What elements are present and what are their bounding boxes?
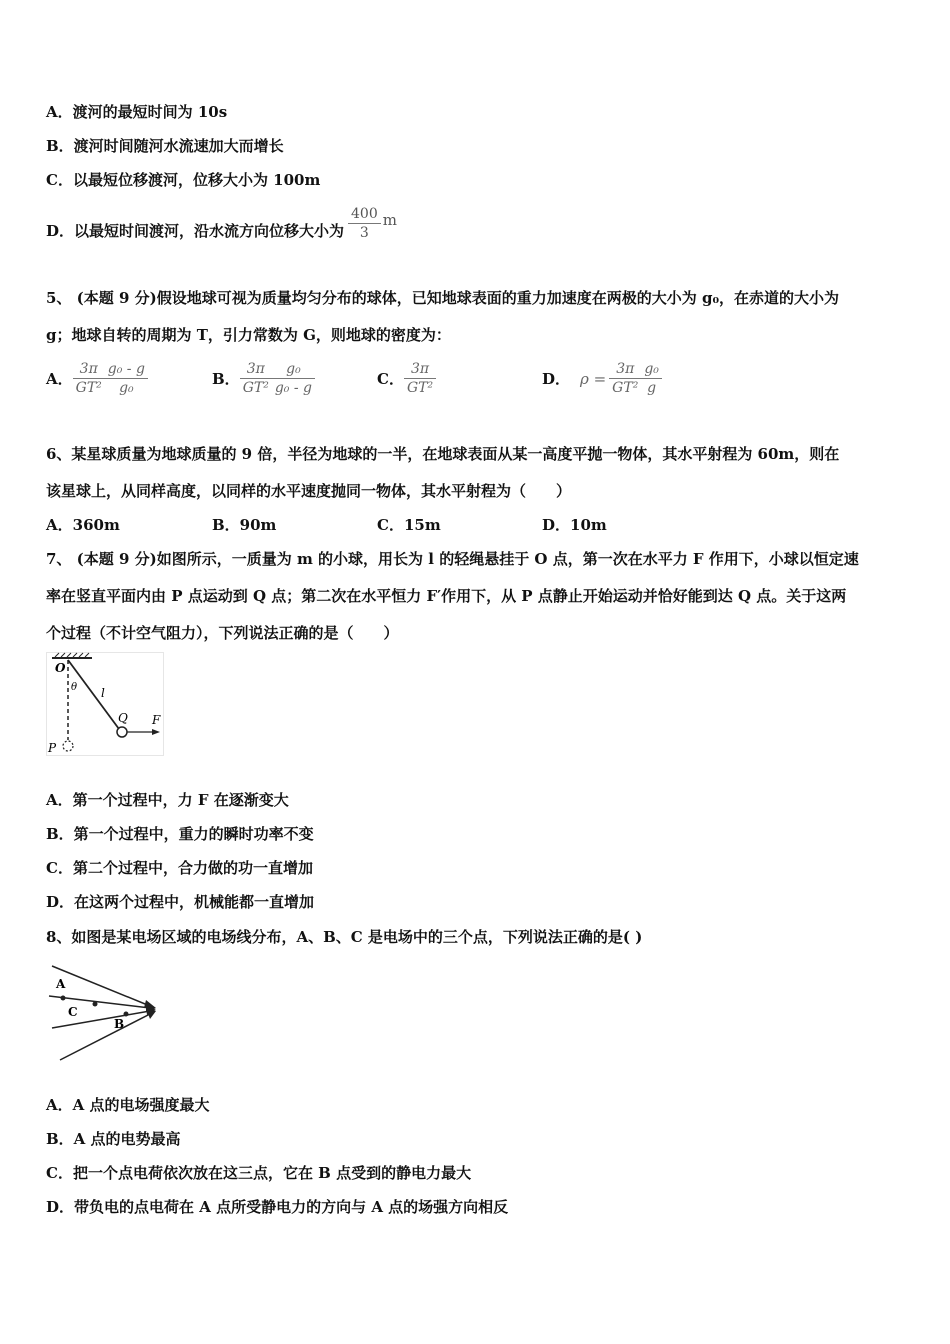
q4-d-frac-num: 400 xyxy=(348,205,381,224)
q5-c-frac1 xyxy=(404,360,436,397)
q4-option-d xyxy=(46,205,397,242)
q5-a-frac2 xyxy=(105,360,148,397)
q5-b-den1: GT² xyxy=(242,380,269,396)
q7-option-c: C．第二个过程中，合力做的功一直增加 xyxy=(46,859,313,877)
q5-a-label: A． xyxy=(46,369,73,388)
q7-label-q: Q xyxy=(118,711,128,725)
q7-option-b: B．第一个过程中，重力的瞬时功率不变 xyxy=(46,825,314,843)
q7-rope xyxy=(68,660,119,729)
q7-stem-line3: 个过程（不计空气阻力），下列说法正确的是（ ） xyxy=(46,624,399,642)
q5-a-den2: g₀ xyxy=(119,380,134,396)
q5-option-a xyxy=(46,360,148,397)
q6-stem-line1: 6、某星球质量为地球质量的 9 倍，半径为地球的一半，在地球表面从某一高度平抛一物体，其水平射程为 60m，则在 xyxy=(46,445,840,463)
q5-d-frac1 xyxy=(609,360,641,397)
q5-a-frac1 xyxy=(73,360,105,397)
q5-d-label: D． xyxy=(542,369,571,388)
q7-ball-q xyxy=(117,727,127,737)
q4-option-b: B．渡河时间随河水流速加大而增长 xyxy=(46,137,284,155)
q5-a-den1: GT² xyxy=(75,380,102,396)
q4-option-c: C．以最短位移渡河，位移大小为 100m xyxy=(46,171,321,189)
q5-b-label: B． xyxy=(212,369,240,388)
q6-option-a: A．360m xyxy=(46,516,120,534)
q7-label-p: P xyxy=(48,741,57,755)
q5-b-den2: g₀ - g xyxy=(274,380,312,396)
q6-option-b: B．90m xyxy=(212,516,277,534)
q7-option-a: A．第一个过程中，力 F 在逐渐变大 xyxy=(46,791,289,809)
q7-pendulum-figure xyxy=(46,652,164,756)
q8-label-a: A xyxy=(56,977,66,991)
q8-field-line-3 xyxy=(52,1011,150,1028)
q5-stem-line2: g；地球自转的周期为 T，引力常数为 G，则地球的密度为： xyxy=(46,326,451,344)
q5-b-frac1 xyxy=(240,360,272,397)
q8-field-lines-figure xyxy=(46,958,164,1068)
q8-point-b xyxy=(124,1012,129,1017)
q8-option-a: A．A 点的电场强度最大 xyxy=(46,1096,210,1114)
q5-b-frac2 xyxy=(272,360,315,397)
q4-option-a: A．渡河的最短时间为 10s xyxy=(46,103,228,121)
q7-stem-line1: 7、 (本题 9 分)如图所示，一质量为 m 的小球，用长为 l 的轻绳悬挂于 O 点，第一次在水平力 F 作用下，小球以恒定速 xyxy=(46,550,859,568)
q7-option-d: D．在这两个过程中，机械能都一直增加 xyxy=(46,893,315,911)
q4-d-unit: m xyxy=(382,210,397,229)
q5-c-label: C． xyxy=(377,369,404,388)
q7-label-l: l xyxy=(101,686,105,700)
q7-force-arrowhead xyxy=(152,729,160,735)
q4-d-frac-den: 3 xyxy=(359,225,369,241)
q5-c-den1: GT² xyxy=(406,380,434,396)
q5-d-frac2 xyxy=(641,360,662,397)
q7-stem-line2: 率在竖直平面内由 P 点运动到 Q 点；第二次在水平恒力 F′作用下，从 P 点静止开始运动并恰好能到达 Q 点。关于这两 xyxy=(46,587,847,605)
q5-option-b xyxy=(212,360,315,397)
q5-a-num1: 3π xyxy=(73,360,105,379)
q8-point-a xyxy=(61,996,66,1001)
q5-a-num2: g₀ - g xyxy=(105,360,148,379)
q5-c-num1: 3π xyxy=(404,360,436,379)
q8-option-b: B．A 点的电势最高 xyxy=(46,1130,181,1148)
q5-b-num1: 3π xyxy=(240,360,272,379)
q5-stem-line1: 5、 (本题 9 分)假设地球可视为质量均匀分布的球体，已知地球表面的重力加速度在两极的大小为 g₀，在赤道的大小为 xyxy=(46,289,840,307)
q5-d-num2: g₀ xyxy=(641,360,662,379)
q7-ceiling-hatch xyxy=(55,653,89,657)
q8-field-line-4 xyxy=(60,1014,150,1060)
q8-field-line-1 xyxy=(52,966,150,1006)
q7-label-theta: θ xyxy=(71,682,78,693)
q5-d-den2: g xyxy=(647,380,657,396)
q8-option-c: C．把一个点电荷依次放在这三点，它在 B 点受到的静电力最大 xyxy=(46,1164,472,1182)
q8-stem-line1: 8、如图是某电场区域的电场线分布，A、B、C 是电场中的三个点，下列说法正确的是( ) xyxy=(46,928,643,946)
q5-b-num2: g₀ xyxy=(272,360,315,379)
q7-label-f: F xyxy=(152,713,161,727)
q5-d-den1: GT² xyxy=(612,380,639,396)
q5-option-c xyxy=(377,360,436,397)
q8-point-c xyxy=(93,1002,98,1007)
q4-option-d-fraction xyxy=(348,205,381,242)
q5-d-num1: 3π xyxy=(609,360,641,379)
q6-option-d: D．10m xyxy=(542,516,607,534)
q7-ball-p xyxy=(63,741,73,751)
q8-option-d: D．带负电的点电荷在 A 点所受静电力的方向与 A 点的场强方向相反 xyxy=(46,1198,509,1216)
q4-option-d-text: D．以最短时间渡河，沿水流方向位移大小为 xyxy=(46,221,345,240)
q6-stem-line2: 该星球上，从同样高度，以同样的水平速度抛同一物体，其水平射程为（ ） xyxy=(46,482,572,500)
q7-label-o: O xyxy=(55,661,66,675)
q5-d-rho: ρ = xyxy=(580,369,607,388)
q5-option-d xyxy=(542,360,662,397)
q8-label-b: B xyxy=(114,1017,125,1031)
q6-option-c: C．15m xyxy=(377,516,441,534)
q8-label-c: C xyxy=(68,1005,78,1019)
